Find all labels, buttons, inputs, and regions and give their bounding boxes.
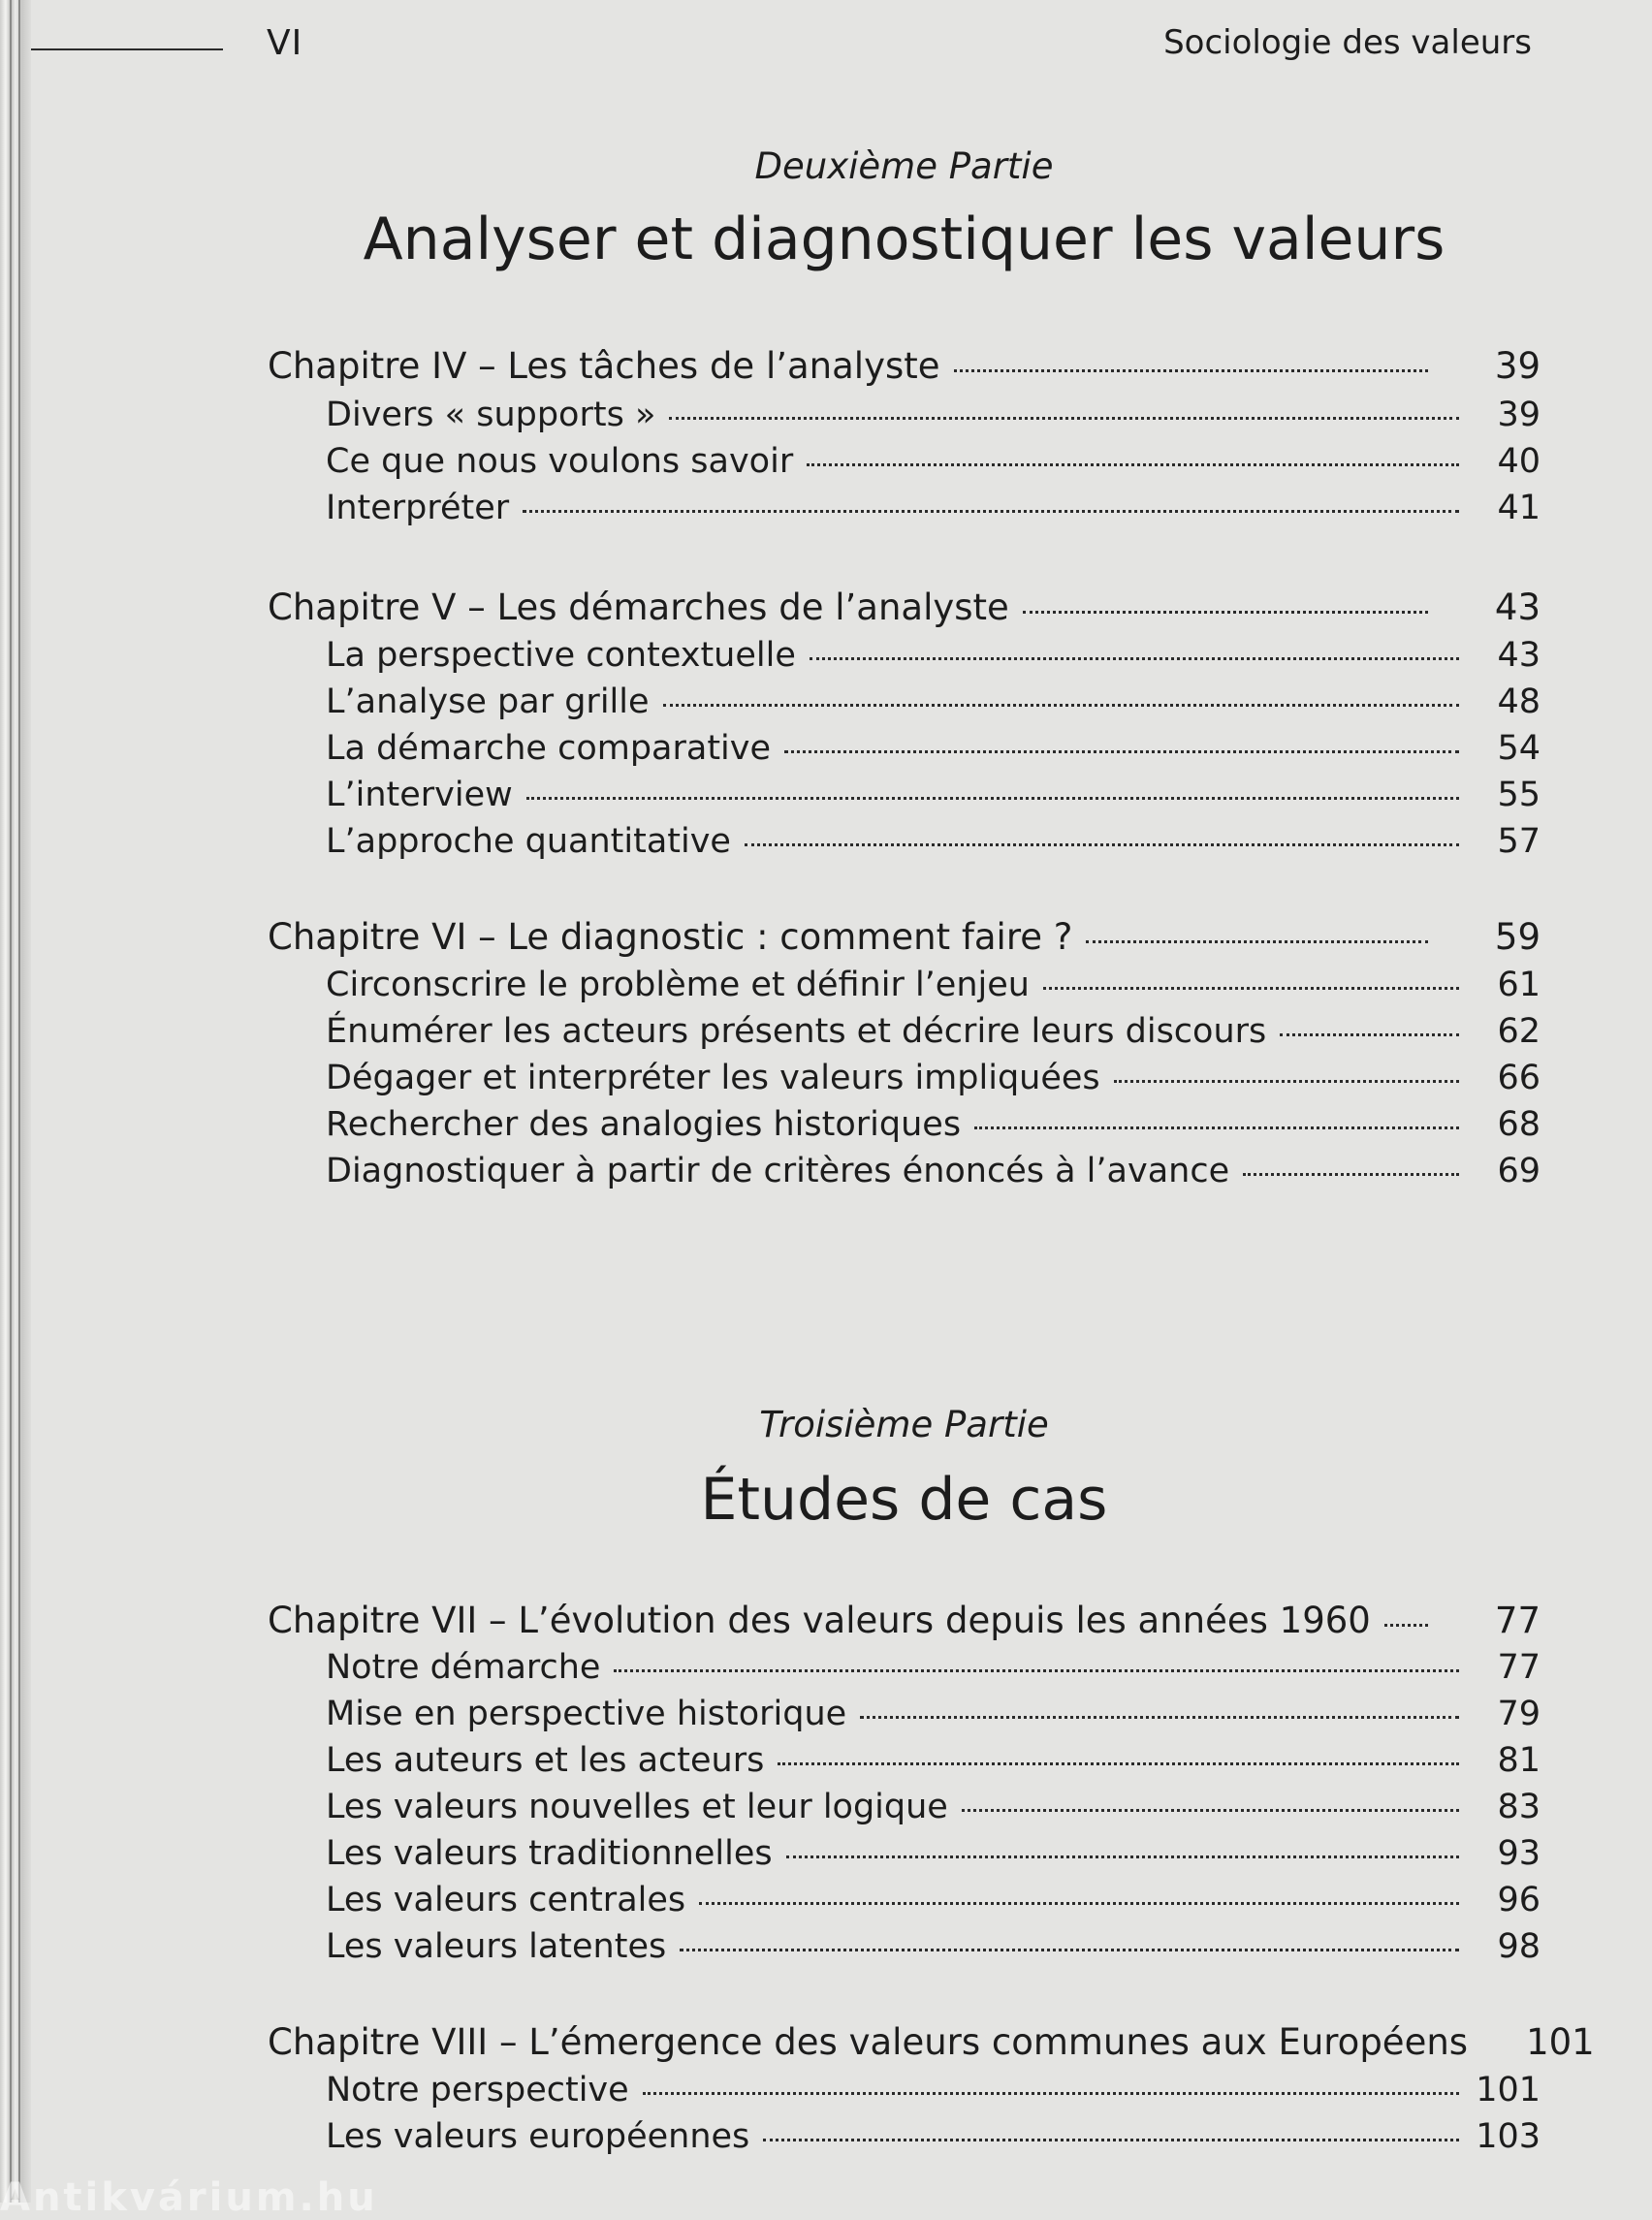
toc-leader-dots — [526, 797, 1459, 800]
toc-entry-label: Circonscrire le problème et définir l’enjeu — [326, 966, 1030, 1004]
toc-page-number: 57 — [1497, 822, 1541, 861]
toc-page-number: 39 — [1497, 396, 1541, 434]
toc-entry-label: Les valeurs latentes — [326, 1927, 667, 1966]
book-spine-edge — [0, 0, 31, 2203]
toc-entry-label: Chapitre VI – Le diagnostic : comment faire ? — [268, 916, 1073, 958]
toc-leader-dots — [669, 417, 1459, 420]
toc-entry-label: Mise en perspective historique — [326, 1695, 847, 1733]
toc-page-number: 77 — [1497, 1648, 1541, 1687]
toc-chapter-entry[interactable] — [268, 1600, 1541, 1641]
toc-page-number: 69 — [1497, 1152, 1541, 1190]
toc-page-number: 55 — [1497, 776, 1541, 814]
toc-entry-label: Ce que nous voulons savoir — [326, 442, 794, 481]
toc-chapter-entry[interactable] — [268, 2021, 1595, 2063]
toc-page-number: 79 — [1497, 1695, 1541, 1733]
toc-section-entry[interactable] — [326, 2117, 1541, 2156]
toc-leader-dots — [1086, 940, 1428, 943]
toc-leader-dots — [1023, 611, 1428, 614]
running-title: Sociologie des valeurs — [1163, 23, 1532, 62]
toc-section-entry[interactable] — [326, 966, 1541, 1004]
part2-title: Analyser et diagnostiquer les valeurs — [363, 206, 1446, 273]
toc-page-number: 43 — [1497, 636, 1541, 675]
toc-leader-dots — [614, 1669, 1459, 1672]
toc-leader-dots — [860, 1716, 1459, 1719]
toc-page-number: 68 — [1497, 1105, 1541, 1144]
toc-entry-label: La démarche comparative — [326, 729, 772, 768]
toc-section-entry[interactable] — [326, 636, 1541, 675]
toc-entry-label: L’analyse par grille — [326, 682, 650, 721]
toc-section-entry[interactable] — [326, 489, 1541, 527]
toc-entry-label: Notre démarche — [326, 1648, 601, 1687]
toc-entry-label: L’approche quantitative — [326, 822, 731, 861]
page-folio: VI — [267, 23, 303, 63]
toc-leader-dots — [1114, 1080, 1459, 1083]
toc-page-number: 61 — [1497, 966, 1541, 1004]
part3-title: Études de cas — [700, 1466, 1108, 1534]
toc-section-entry[interactable] — [326, 396, 1541, 434]
toc-entry-label: Rechercher des analogies historiques — [326, 1105, 962, 1144]
toc-leader-dots — [523, 510, 1459, 513]
toc-leader-dots — [699, 1902, 1459, 1905]
toc-leader-dots — [786, 1855, 1459, 1858]
toc-page-number: 103 — [1476, 2117, 1541, 2156]
toc-entry-label: La perspective contextuelle — [326, 636, 796, 675]
toc-entry-label: Diagnostiquer à partir de critères énoncés à l’avance — [326, 1152, 1230, 1190]
toc-leader-dots — [663, 704, 1459, 707]
toc-page-number: 77 — [1494, 1600, 1541, 1641]
toc-leader-dots — [784, 750, 1459, 753]
toc-leader-dots — [807, 463, 1459, 466]
toc-section-entry[interactable] — [326, 822, 1541, 861]
toc-section-entry[interactable] — [326, 1881, 1541, 1919]
toc-chapter-entry[interactable] — [268, 345, 1541, 387]
toc-entry-label: Les valeurs centrales — [326, 1881, 686, 1919]
toc-section-entry[interactable] — [326, 1741, 1541, 1780]
toc-leader-dots — [778, 1762, 1459, 1765]
toc-leader-dots — [1243, 1173, 1459, 1176]
toc-page-number: 62 — [1497, 1012, 1541, 1051]
toc-entry-label: L’interview — [326, 776, 513, 814]
spine-edge-line — [10, 0, 12, 2203]
toc-section-entry[interactable] — [326, 1105, 1541, 1144]
toc-page-number: 66 — [1497, 1059, 1541, 1097]
spine-edge-line — [18, 0, 20, 2203]
toc-leader-dots — [680, 1949, 1459, 1951]
header-rule — [31, 48, 223, 50]
toc-section-entry[interactable] — [326, 729, 1541, 768]
part3-label: Troisième Partie — [759, 1404, 1049, 1445]
toc-section-entry[interactable] — [326, 2071, 1541, 2109]
toc-section-entry[interactable] — [326, 1012, 1541, 1051]
toc-page-number: 101 — [1476, 2071, 1541, 2109]
toc-leader-dots — [974, 1126, 1459, 1129]
toc-entry-label: Les valeurs européennes — [326, 2117, 750, 2156]
toc-entry-label: Dégager et interpréter les valeurs impliquées — [326, 1059, 1100, 1097]
toc-leader-dots — [643, 2092, 1459, 2095]
toc-section-entry[interactable] — [326, 442, 1541, 481]
toc-section-entry[interactable] — [326, 1927, 1541, 1966]
toc-entry-label: Chapitre V – Les démarches de l’analyste — [268, 587, 1009, 628]
toc-chapter-entry[interactable] — [268, 916, 1541, 958]
toc-page-number: 43 — [1494, 587, 1541, 628]
toc-page-number: 96 — [1497, 1881, 1541, 1919]
toc-entry-label: Notre perspective — [326, 2071, 629, 2109]
toc-section-entry[interactable] — [326, 682, 1541, 721]
toc-leader-dots — [745, 843, 1459, 846]
toc-entry-label: Divers « supports » — [326, 396, 656, 434]
toc-section-entry[interactable] — [326, 776, 1541, 814]
toc-page-number: 54 — [1497, 729, 1541, 768]
toc-leader-dots — [810, 657, 1459, 660]
toc-chapter-entry[interactable] — [268, 587, 1541, 628]
toc-section-entry[interactable] — [326, 1152, 1541, 1190]
toc-leader-dots — [763, 2139, 1459, 2141]
toc-entry-label: Interpréter — [326, 489, 510, 527]
toc-leader-dots — [962, 1809, 1459, 1812]
toc-page-number: 41 — [1497, 489, 1541, 527]
toc-entry-label: Chapitre VII – L’évolution des valeurs depuis les années 1960 — [268, 1600, 1371, 1641]
toc-section-entry[interactable] — [326, 1788, 1541, 1826]
toc-page-number: 83 — [1497, 1788, 1541, 1826]
toc-section-entry[interactable] — [326, 1059, 1541, 1097]
toc-entry-label: Les auteurs et les acteurs — [326, 1741, 765, 1780]
toc-leader-dots — [1384, 1624, 1428, 1627]
toc-page-number: 48 — [1497, 682, 1541, 721]
toc-entry-label: Chapitre VIII – L’émergence des valeurs communes aux Européens — [268, 2021, 1469, 2063]
toc-section-entry[interactable] — [326, 1695, 1541, 1733]
toc-leader-dots — [954, 369, 1428, 372]
toc-section-entry[interactable] — [326, 1834, 1541, 1873]
toc-page-number: 40 — [1497, 442, 1541, 481]
toc-entry-label: Les valeurs traditionnelles — [326, 1834, 773, 1873]
toc-entry-label: Chapitre IV – Les tâches de l’analyste — [268, 345, 940, 387]
toc-leader-dots — [1043, 987, 1459, 990]
toc-page-number: 98 — [1497, 1927, 1541, 1966]
toc-page-number: 101 — [1526, 2021, 1595, 2063]
toc-entry-label: Énumérer les acteurs présents et décrire leurs discours — [326, 1012, 1267, 1051]
toc-page-number: 39 — [1494, 345, 1541, 387]
toc-page-number: 81 — [1497, 1741, 1541, 1780]
part2-label: Deuxième Partie — [754, 145, 1054, 187]
toc-page-number: 59 — [1494, 916, 1541, 958]
watermark: Antikvárium.hu — [0, 2175, 378, 2220]
toc-entry-label: Les valeurs nouvelles et leur logique — [326, 1788, 948, 1826]
toc-leader-dots — [1280, 1033, 1459, 1036]
toc-section-entry[interactable] — [326, 1648, 1541, 1687]
toc-page-number: 93 — [1497, 1834, 1541, 1873]
